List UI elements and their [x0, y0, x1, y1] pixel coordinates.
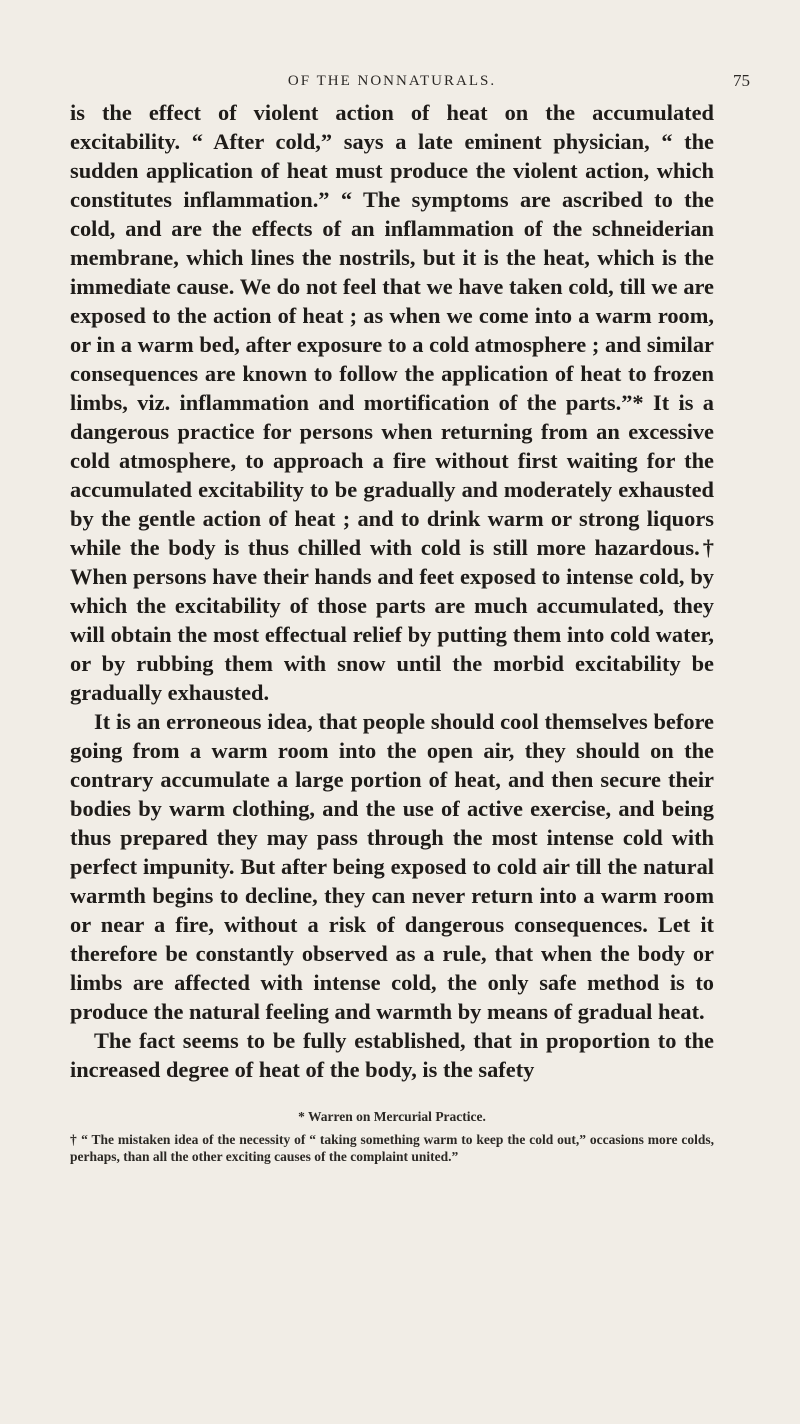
footnotes: [70, 1108, 714, 1165]
page-number: 75: [733, 71, 750, 90]
paragraph-3: The fact seems to be fully established, that in proportion to the increased degree of heat of the body, is the safety: [70, 1028, 714, 1082]
footnote-mistaken-idea: † “ The mistaken idea of the necessity of “ taking something warm to keep the cold out,” occasions more colds, perhaps, than all the other exciting causes of the complaint united.”: [70, 1132, 714, 1164]
paragraph-1: is the effect of violent action of heat on the accumulated excitability. “ After cold,” says a late eminent physician, “ the sudden application of heat must produce the violent action, which constitutes inflammation.” “ The symptoms are ascribed to the cold, and are the effects of an inflammation of the schneiderian membrane, which lines the nostrils, but it is the heat, which is the immediate cause. We do not feel that we have taken cold, till we are exposed to the action of heat ; as when we come into a warm room, or in a warm bed, after exposure to a cold atmosphere ; and similar consequences are known to follow the application of heat to frozen limbs, viz. inflammation and mortification of the parts.”* It is a dangerous practice for persons when returning from an excessive cold atmosphere, to approach a fire without first waiting for the accumulated excitability to be gradually and moderately exhausted by the gentle action of heat ; and to drink warm or strong liquors while the body is thus chilled with cold is still more hazardous.† When persons have their hands and feet exposed to intense cold, by which the excitability of those parts are much accumulated, they will obtain the most effectual relief by putting them into cold water, or by rubbing them with snow until the morbid excitability be gradually exhausted.: [70, 100, 714, 705]
paragraph-2: It is an erroneous idea, that people should cool themselves before going from a warm room into the open air, they should on the contrary accumulate a large portion of heat, and then secure their bodies by warm clothing, and the use of active exercise, and being thus prepared they may pass through the most intense cold with perfect impunity. But after being exposed to cold air till the natural warmth begins to decline, they can never return into a warm room or near a fire, without a risk of dangerous consequences. Let it therefore be constantly observed as a rule, that when the body or limbs are affected with intense cold, the only safe method is to produce the natural feeling and warmth by means of gradual heat.: [70, 709, 714, 1024]
footnote-warren: * Warren on Mercurial Practice.: [298, 1109, 486, 1124]
running-head: [70, 0, 750, 98]
body-text: [70, 98, 714, 1084]
running-title: OF THE NONNATURALS.: [287, 73, 497, 89]
